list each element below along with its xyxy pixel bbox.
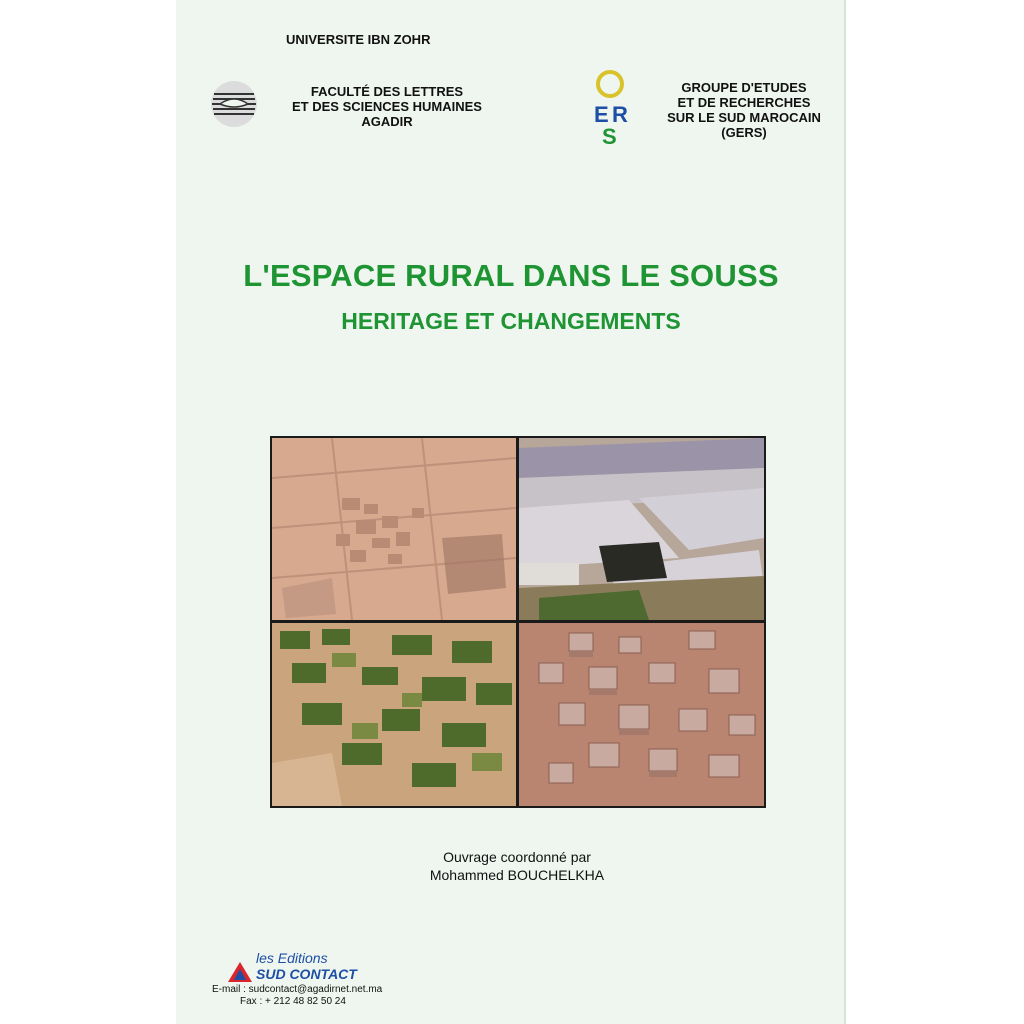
- svg-text:E: E: [594, 102, 609, 127]
- svg-text:S: S: [602, 124, 617, 149]
- fields-aerial-photo: [272, 623, 516, 806]
- author-name: Mohammed BOUCHELKHA: [429, 867, 605, 883]
- group-line: ET DE RECHERCHES: [677, 95, 811, 110]
- book-title: L'ESPACE RURAL DANS LE SOUSS: [243, 258, 779, 293]
- faculty-line: AGADIR: [361, 114, 413, 129]
- aerial-photo-grid: [270, 436, 766, 808]
- faculty-line: FACULTÉ DES LETTRES: [310, 84, 464, 99]
- research-group-name: [644, 80, 844, 140]
- group-line: (GERS): [721, 125, 767, 140]
- publisher-email: E-mail : sudcontact@agadirnet.net.ma: [212, 984, 383, 995]
- greenhouses-aerial-photo: [519, 438, 764, 620]
- group-line: GROUPE D'ETUDES: [681, 80, 807, 95]
- book-subtitle: HERITAGE ET CHANGEMENTS: [341, 308, 681, 334]
- urban-aerial-photo: [519, 623, 764, 806]
- publisher-line: les Editions: [256, 950, 328, 966]
- coordination-line: Ouvrage coordonné par: [443, 849, 591, 865]
- faculty-book-logo: [210, 80, 258, 128]
- coordination-credit: [412, 848, 622, 884]
- university-name: UNIVERSITE IBN ZOHR: [286, 32, 431, 47]
- sud-contact-logo: [228, 962, 252, 982]
- faculty-line: ET DES SCIENCES HUMAINES: [292, 99, 482, 114]
- svg-text:R: R: [612, 102, 628, 127]
- book-cover: [176, 0, 846, 1024]
- gers-logo: [588, 70, 636, 150]
- village-aerial-photo: [272, 438, 516, 620]
- faculty-name: [272, 84, 502, 129]
- publisher-name: SUD CONTACT: [256, 966, 357, 982]
- publisher-fax: Fax : + 212 48 82 50 24: [240, 996, 346, 1007]
- group-line: SUR LE SUD MAROCAIN: [667, 110, 821, 125]
